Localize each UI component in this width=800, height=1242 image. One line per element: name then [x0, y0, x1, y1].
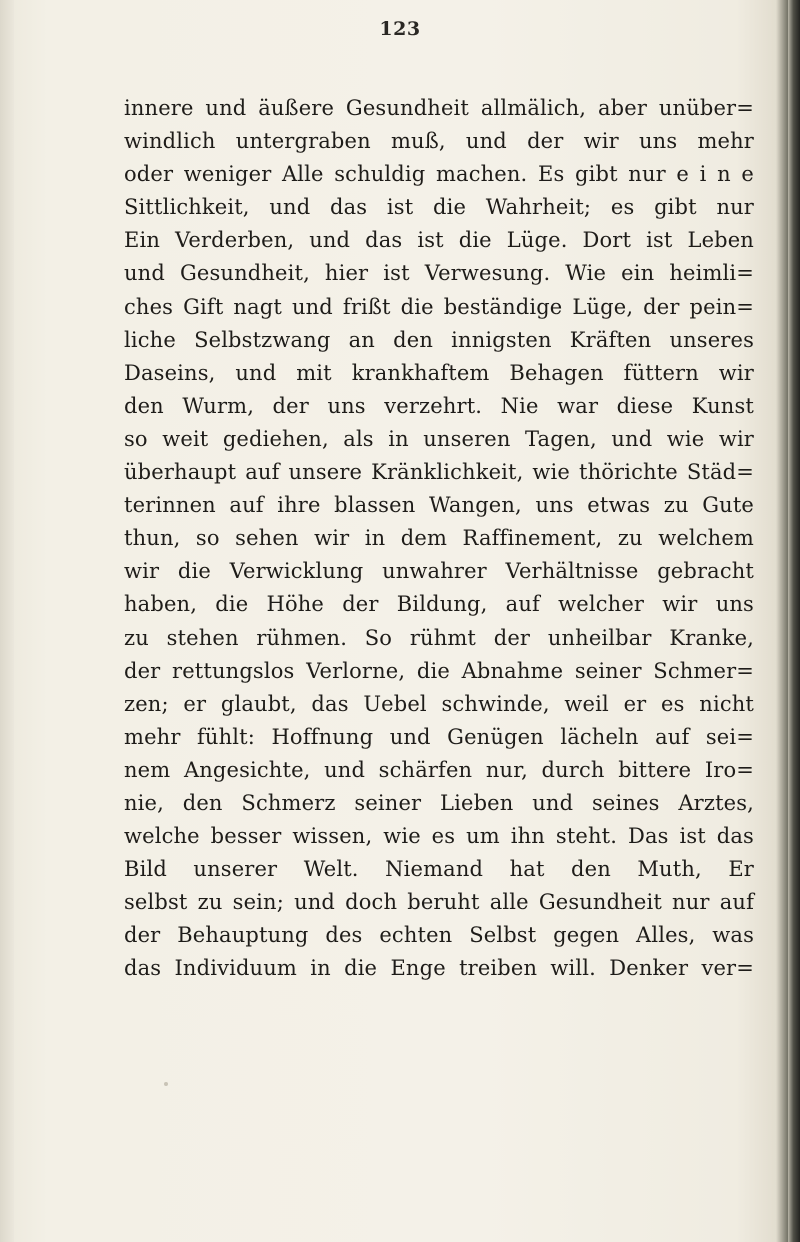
- text-line: Bild unserer Welt. Niemand hat den Muth, Er: [124, 857, 754, 882]
- text-line: mehr fühlt: Hoffnung und Genügen lächeln auf sei=: [124, 724, 754, 749]
- text-line: wir die Verwicklung unwahrer Verhältnisse gebracht: [124, 559, 754, 584]
- text-line: zu stehen rühmen. So rühmt der unheilbar Kranke,: [124, 625, 754, 650]
- text-line: Daseins, und mit krankhaftem Behagen füttern wir: [124, 360, 754, 385]
- text-line: Ein Verderben, und das ist die Lüge. Dort ist Leben: [124, 228, 754, 253]
- text-line: oder weniger Alle schuldig machen. Es gibt nur e i n e: [124, 162, 754, 187]
- text-line: nem Angesichte, und schärfen nur, durch bittere Iro=: [124, 757, 754, 782]
- body-text: [124, 92, 754, 986]
- text-line: selbst zu sein; und doch beruht alle Gesundheit nur auf: [124, 890, 754, 915]
- text-line: den Wurm, der uns verzehrt. Nie war diese Kunst: [124, 393, 754, 418]
- text-line: überhaupt auf unsere Kränklichkeit, wie thörichte Städ=: [124, 460, 754, 485]
- text-line: innere und äußere Gesundheit allmälich, aber unüber=: [124, 96, 754, 120]
- text-line: Sittlichkeit, und das ist die Wahrheit; es gibt nur: [124, 195, 754, 220]
- paper-speck: [164, 1082, 168, 1086]
- text-line: nie, den Schmerz seiner Lieben und seines Arztes,: [124, 790, 754, 815]
- text-line: windlich untergraben muß, und der wir uns mehr: [124, 129, 754, 154]
- text-line: und Gesundheit, hier ist Verwesung. Wie ein heimli=: [124, 261, 754, 286]
- text-line: liche Selbstzwang an den innigsten Kräften unseres: [124, 327, 754, 352]
- text-line: zen; er glaubt, das Uebel schwinde, weil er es nicht: [124, 691, 754, 716]
- text-line: der Behauptung des echten Selbst gegen Alles, was: [124, 923, 754, 948]
- text-line: terinnen auf ihre blassen Wangen, uns etwas zu Gute: [124, 493, 754, 518]
- text-line: haben, die Höhe der Bildung, auf welcher wir uns: [124, 592, 754, 617]
- page-edge-shadow: [788, 0, 800, 1242]
- text-line: welche besser wissen, wie es um ihn steht. Das ist das: [124, 824, 754, 849]
- text-line: ches Gift nagt und frißt die beständige Lüge, der pein=: [124, 294, 754, 319]
- page-gutter: [0, 0, 14, 1242]
- text-line: das Individuum in die Enge treiben will. Denker ver=: [124, 956, 754, 981]
- text-line: der rettungslos Verlorne, die Abnahme seiner Schmer=: [124, 658, 754, 683]
- page-number: 123: [379, 18, 421, 40]
- text-line: thun, so sehen wir in dem Raffinement, zu welchem: [124, 526, 754, 551]
- text-line: so weit gediehen, als in unseren Tagen, und wie wir: [124, 426, 754, 451]
